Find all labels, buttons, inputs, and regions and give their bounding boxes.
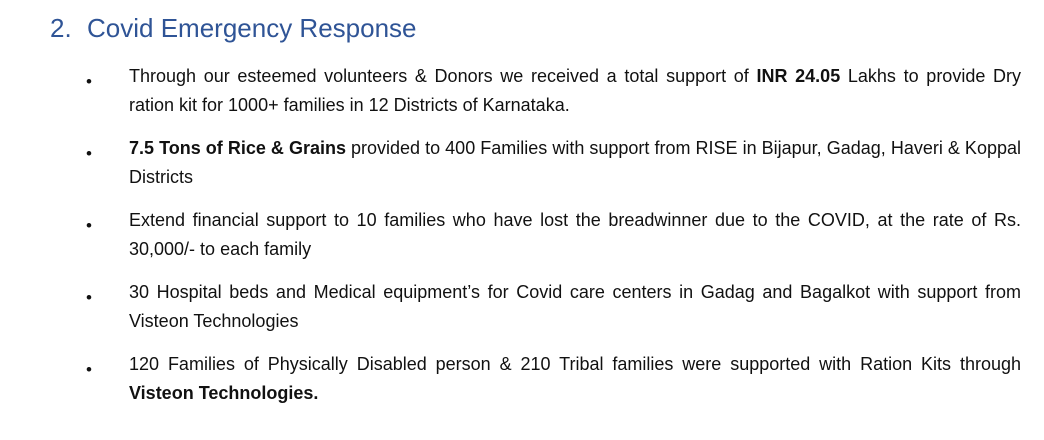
bullet-icon: • — [86, 72, 92, 91]
list-item-text — [129, 62, 1021, 120]
list-item — [0, 350, 1044, 408]
text-segment: 30 Hospital beds and Medical equipment’s for Covid care centers in Gadag and Bagalkot with support from Visteon Technologies — [129, 282, 1021, 331]
text-segment: Extend financial support to 10 families who have lost the breadwinner due to the COVID, at the rate of Rs. 30,000/- to each family — [129, 210, 1021, 259]
text-segment-bold: Visteon Technologies. — [129, 383, 319, 403]
text-segment: Through our esteemed volunteers & Donors we received a total support of — [129, 66, 757, 86]
bullet-icon: • — [86, 288, 92, 307]
text-segment: Lakhs to provide Dry ration kit for 1000+ families in 12 Districts of Karnataka. — [129, 66, 1022, 115]
section-number: 2. — [50, 13, 72, 43]
text-segment: provided to 400 Families with support from RISE in Bijapur, Gadag, Haveri & Koppal Districts — [129, 138, 1021, 187]
section-title: Covid Emergency Response — [87, 13, 417, 43]
bullet-list — [0, 62, 1044, 422]
section-heading — [50, 11, 417, 45]
list-item-text — [129, 278, 1021, 336]
text-segment: 120 Families of Physically Disabled person & 210 Tribal families were supported with Ration Kits through — [129, 354, 1021, 374]
list-item — [0, 62, 1044, 120]
list-item — [0, 206, 1044, 264]
list-item — [0, 134, 1044, 192]
list-item — [0, 278, 1044, 336]
bullet-icon: • — [86, 216, 92, 235]
text-segment-bold: INR 24.05 — [756, 66, 841, 86]
list-item-text — [129, 134, 1021, 192]
text-segment-bold: 7.5 Tons of Rice & Grains — [129, 138, 346, 158]
bullet-icon: • — [86, 144, 92, 163]
list-item-text — [129, 206, 1021, 264]
bullet-icon: • — [86, 360, 92, 379]
list-item-text — [129, 350, 1021, 408]
